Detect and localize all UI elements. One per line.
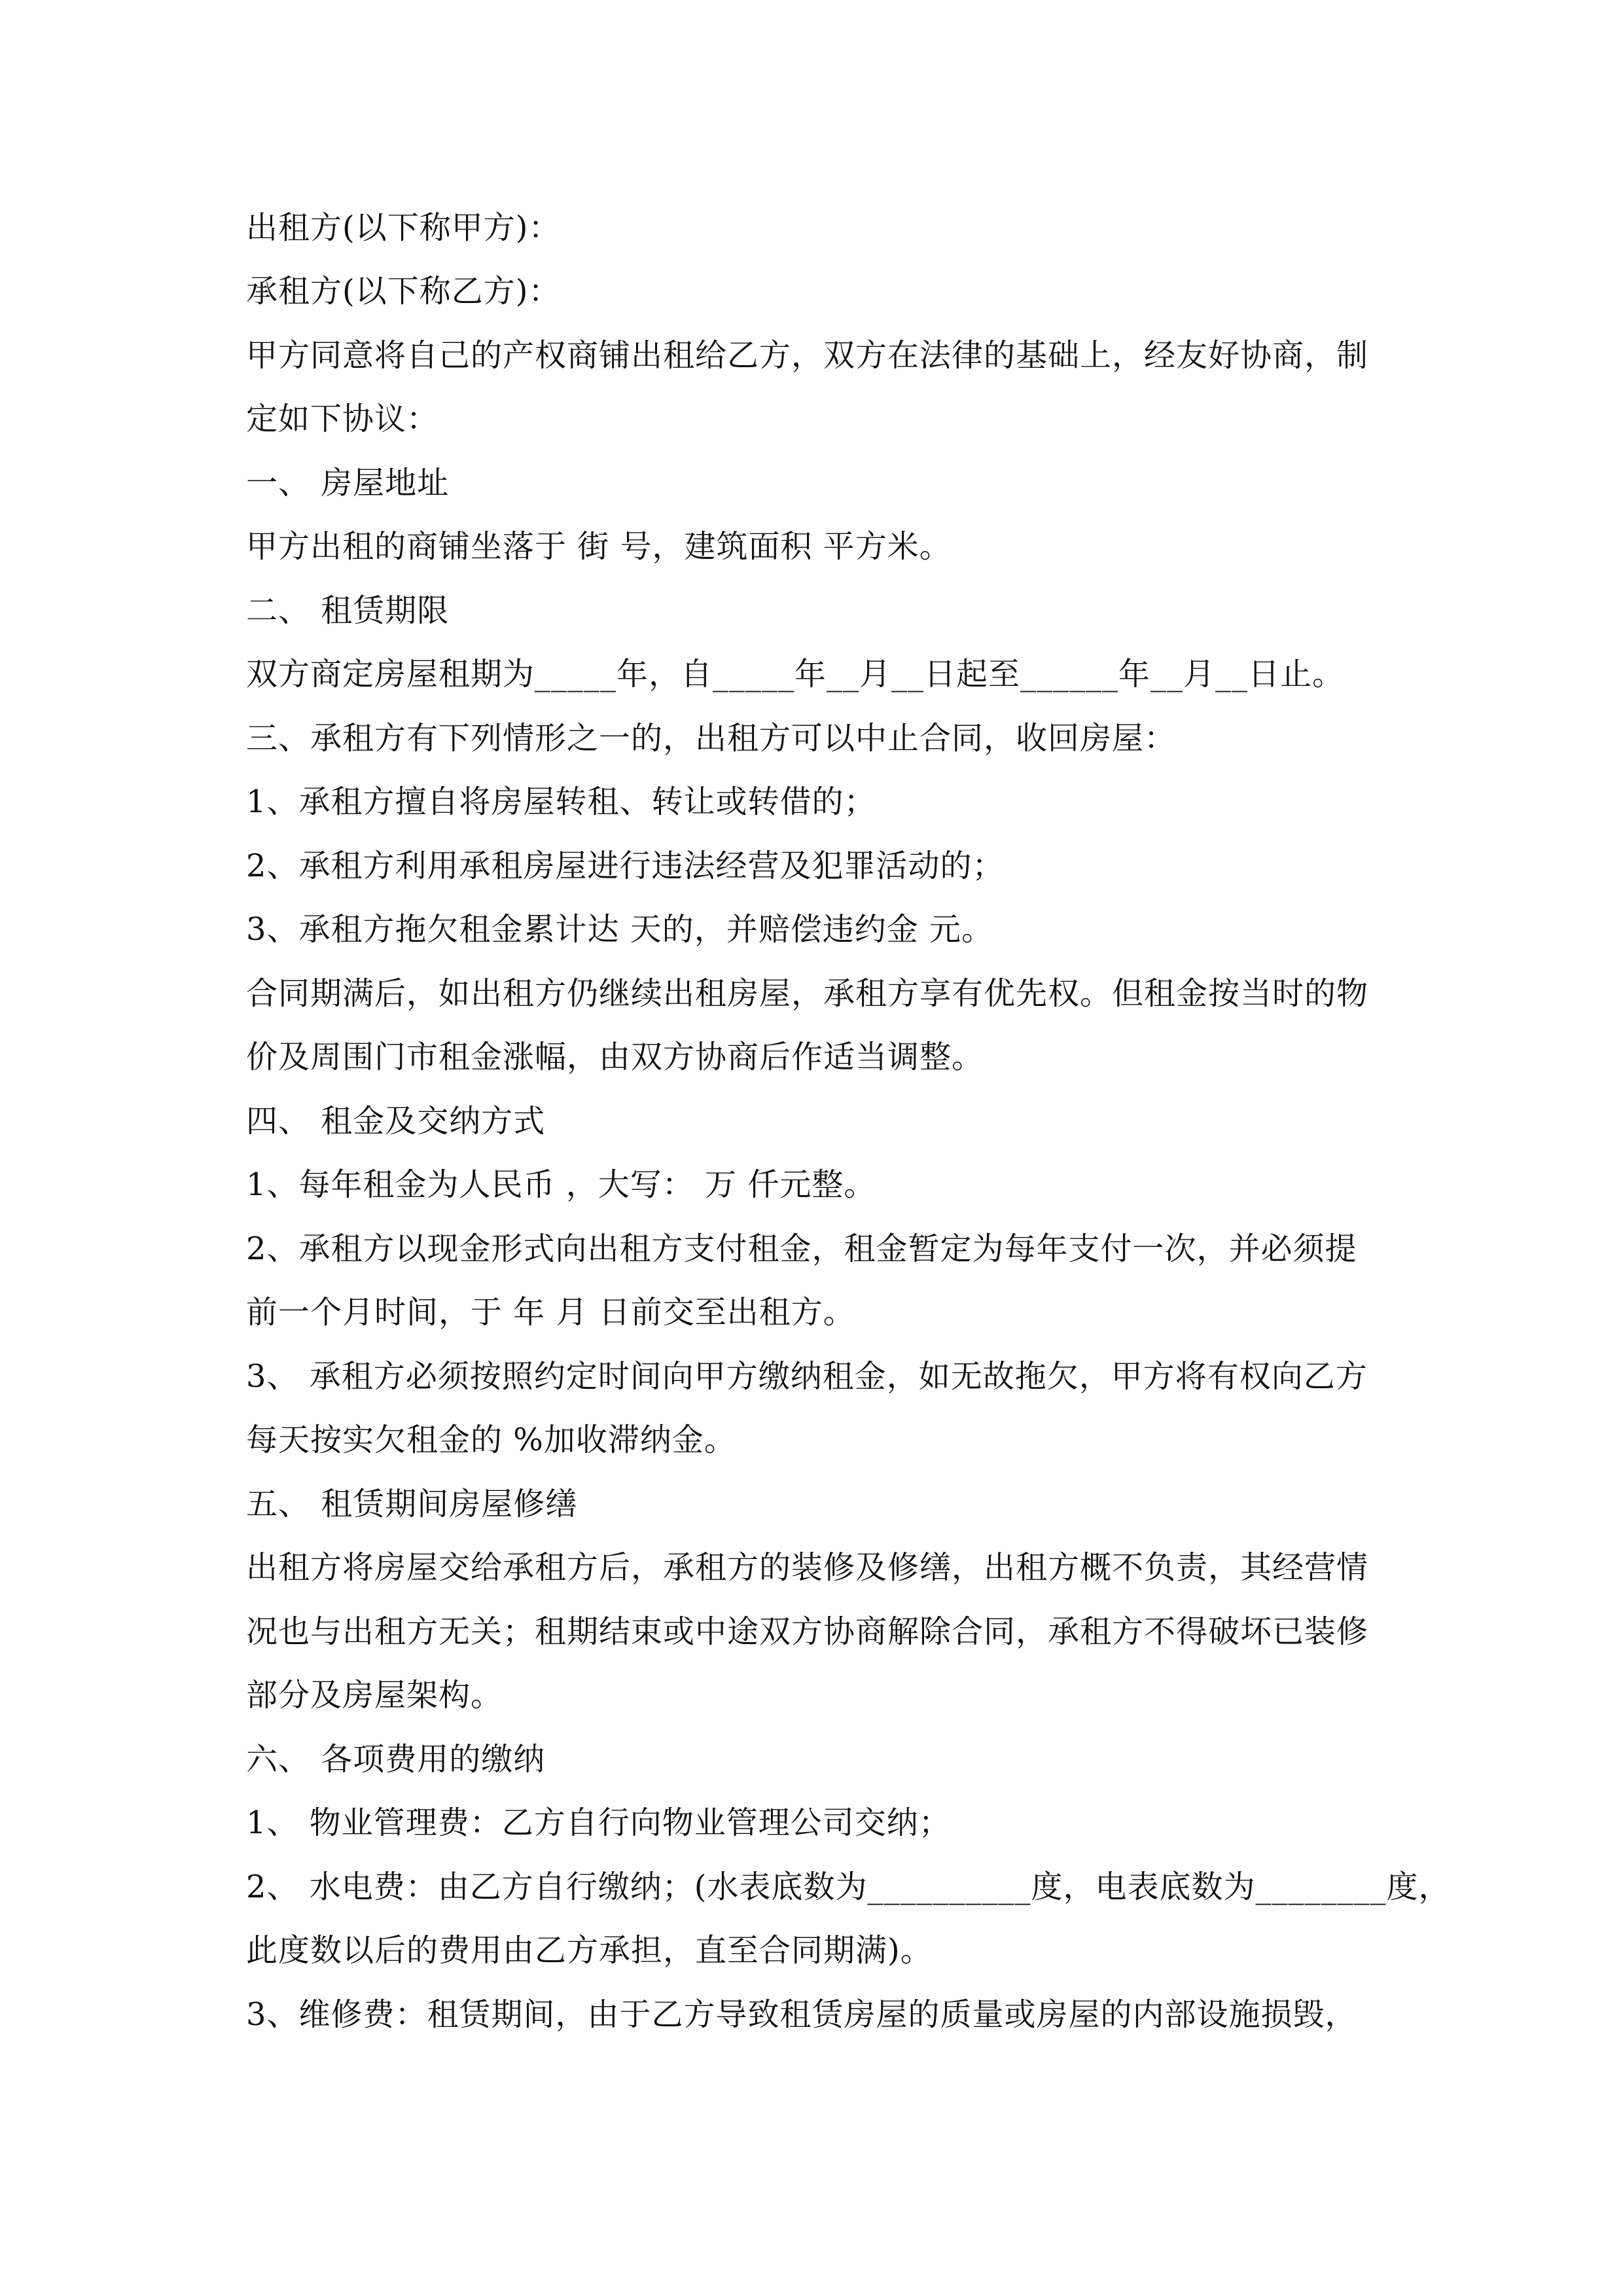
repair-paragraph-line-1: 出租方将房屋交给承租方后，承租方的装修及修缮，出租方概不负责，其经营情 — [246, 1549, 1369, 1586]
renewal-paragraph-line-2: 价及周围门市租金涨幅，由双方协商后作适当调整。 — [246, 1039, 984, 1075]
clause-4-3-line-1: 3、 承租方必须按照约定时间向甲方缴纳租金，如无故拖欠，甲方将有权向乙方 — [246, 1358, 1368, 1395]
renewal-paragraph-line-1: 合同期满后，如出租方仍继续出租房屋，承租方享有优先权。但租金按当时的物 — [246, 975, 1369, 1012]
clause-6-2-line-2: 此度数以后的费用由乙方承担，直至合同期满)。 — [246, 1932, 933, 1969]
section-heading-6: 六、 各项费用的缴纳 — [246, 1741, 546, 1778]
section-heading-1: 一、 房屋地址 — [246, 465, 450, 501]
clause-4-3-line-2: 每天按实欠租金的 %加收滞纳金。 — [246, 1422, 736, 1458]
lessee-line: 承租方(以下称乙方)： — [246, 273, 561, 310]
clause-3-1: 1、承租方擅自将房屋转租、转让或转借的； — [246, 783, 876, 820]
intro-paragraph-line-2: 定如下协议： — [246, 401, 439, 437]
clause-6-3-line-1: 3、维修费：租赁期间，由于乙方导致租赁房屋的质量或房屋的内部设施损毁， — [246, 1996, 1357, 2033]
intro-paragraph-line-1: 甲方同意将自己的产权商铺出租给乙方，双方在法律的基础上，经友好协商，制 — [246, 337, 1369, 374]
section-heading-4: 四、 租金及交纳方式 — [246, 1103, 546, 1139]
clause-4-1: 1、每年租金为人民币 ，大写： 万 仟元整。 — [246, 1166, 876, 1203]
repair-paragraph-line-3: 部分及房屋架构。 — [246, 1677, 503, 1713]
clause-6-1: 1、 物业管理费：乙方自行向物业管理公司交纳； — [246, 1804, 951, 1841]
section-heading-3: 三、承租方有下列情形之一的，出租方可以中止合同，收回房屋： — [246, 720, 1177, 757]
section-heading-5: 五、 租赁期间房屋修缮 — [246, 1486, 578, 1522]
clause-6-2-line-1: 2、 水电费：由乙方自行缴纳；(水表底数为__________度，电表底数为________度， — [246, 1869, 1451, 1905]
clause-4-2-line-2: 前一个月时间，于 年 月 日前交至出租方。 — [246, 1294, 855, 1331]
clause-3-2: 2、承租方利用承租房屋进行违法经营及犯罪活动的； — [246, 848, 1005, 884]
term-line: 双方商定房屋租期为_____年，自_____年__月__日起至______年__月__日止。 — [246, 656, 1345, 692]
lessor-line: 出租方(以下称甲方)： — [246, 209, 561, 246]
address-line: 甲方出租的商铺坐落于 街 号，建筑面积 平方米。 — [246, 528, 952, 565]
section-heading-2: 二、 租赁期限 — [246, 592, 450, 629]
repair-paragraph-line-2: 况也与出租方无关；租期结束或中途双方协商解除合同，承租方不得破坏已装修 — [246, 1613, 1369, 1650]
clause-4-2-line-1: 2、承租方以现金形式向出租方支付租金，租金暂定为每年支付一次，并必须提 — [246, 1230, 1357, 1267]
clause-3-3: 3、承租方拖欠租金累计达 天的，并赔偿违约金 元。 — [246, 911, 994, 948]
